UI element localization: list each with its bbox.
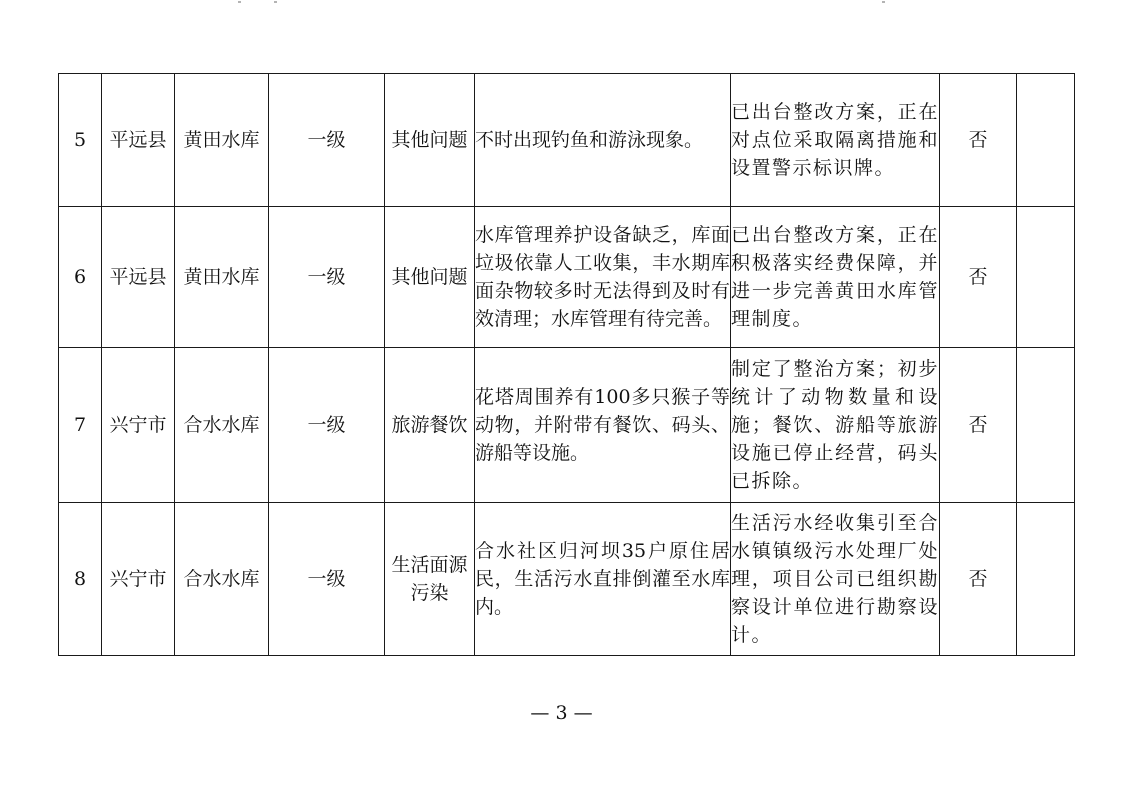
level-cell: 一级 (269, 74, 385, 207)
description-cell: 花塔周围养有100多只猴子等动物，并附带有餐饮、码头、游船等设施。 (475, 348, 731, 503)
level-cell: 一级 (269, 503, 385, 656)
rectification-cell: 已出台整改方案，正在对点位采取隔离措施和设置警示标识牌。 (731, 74, 940, 207)
rectification-cell: 制定了整治方案；初步统计了动物数量和设施；餐饮、游船等旅游设施已停止经营，码头已拆除。 (731, 348, 940, 503)
level-cell: 一级 (269, 207, 385, 348)
problem-type-cell: 其他问题 (385, 207, 475, 348)
scan-artifacts (0, 0, 1123, 12)
page-number: — 3 — (530, 702, 593, 724)
remarks-cell (1017, 207, 1075, 348)
remarks-cell (1017, 348, 1075, 503)
description-cell: 合水社区归河坝35户原住居民，生活污水直排倒灌至水库内。 (475, 503, 731, 656)
table-row (59, 74, 1075, 207)
county-cell: 兴宁市 (102, 348, 175, 503)
problem-type-cell: 生活面源污染 (385, 503, 475, 656)
status-cell: 否 (940, 207, 1017, 348)
status-cell: 否 (940, 503, 1017, 656)
rectification-cell: 生活污水经收集引至合水镇镇级污水处理厂处理，项目公司已组织勘察设计单位进行勘察设计。 (731, 503, 940, 656)
row-number: 7 (59, 348, 102, 503)
scan-speck (238, 1, 241, 3)
remarks-cell (1017, 503, 1075, 656)
row-number: 8 (59, 503, 102, 656)
row-number: 5 (59, 74, 102, 207)
description-cell: 水库管理养护设备缺乏，库面垃圾依靠人工收集，丰水期库面杂物较多时无法得到及时有效清理；水库管理有待完善。 (475, 207, 731, 348)
rectification-cell: 已出台整改方案，正在积极落实经费保障，并进一步完善黄田水库管理制度。 (731, 207, 940, 348)
status-cell: 否 (940, 74, 1017, 207)
reservoir-cell: 合水水库 (175, 348, 269, 503)
remarks-cell (1017, 74, 1075, 207)
problem-type-cell: 其他问题 (385, 74, 475, 207)
status-cell: 否 (940, 348, 1017, 503)
table-row (59, 207, 1075, 348)
county-cell: 平远县 (102, 74, 175, 207)
reservoir-cell: 黄田水库 (175, 74, 269, 207)
reservoir-cell: 合水水库 (175, 503, 269, 656)
table-row (59, 503, 1075, 656)
problem-type-cell: 旅游餐饮 (385, 348, 475, 503)
level-cell: 一级 (269, 348, 385, 503)
reservoir-cell: 黄田水库 (175, 207, 269, 348)
scan-speck (274, 1, 277, 3)
county-cell: 兴宁市 (102, 503, 175, 656)
description-cell: 不时出现钓鱼和游泳现象。 (475, 74, 731, 207)
county-cell: 平远县 (102, 207, 175, 348)
scan-speck (882, 1, 885, 3)
table-row (59, 348, 1075, 503)
problem-table (58, 73, 1075, 656)
row-number: 6 (59, 207, 102, 348)
